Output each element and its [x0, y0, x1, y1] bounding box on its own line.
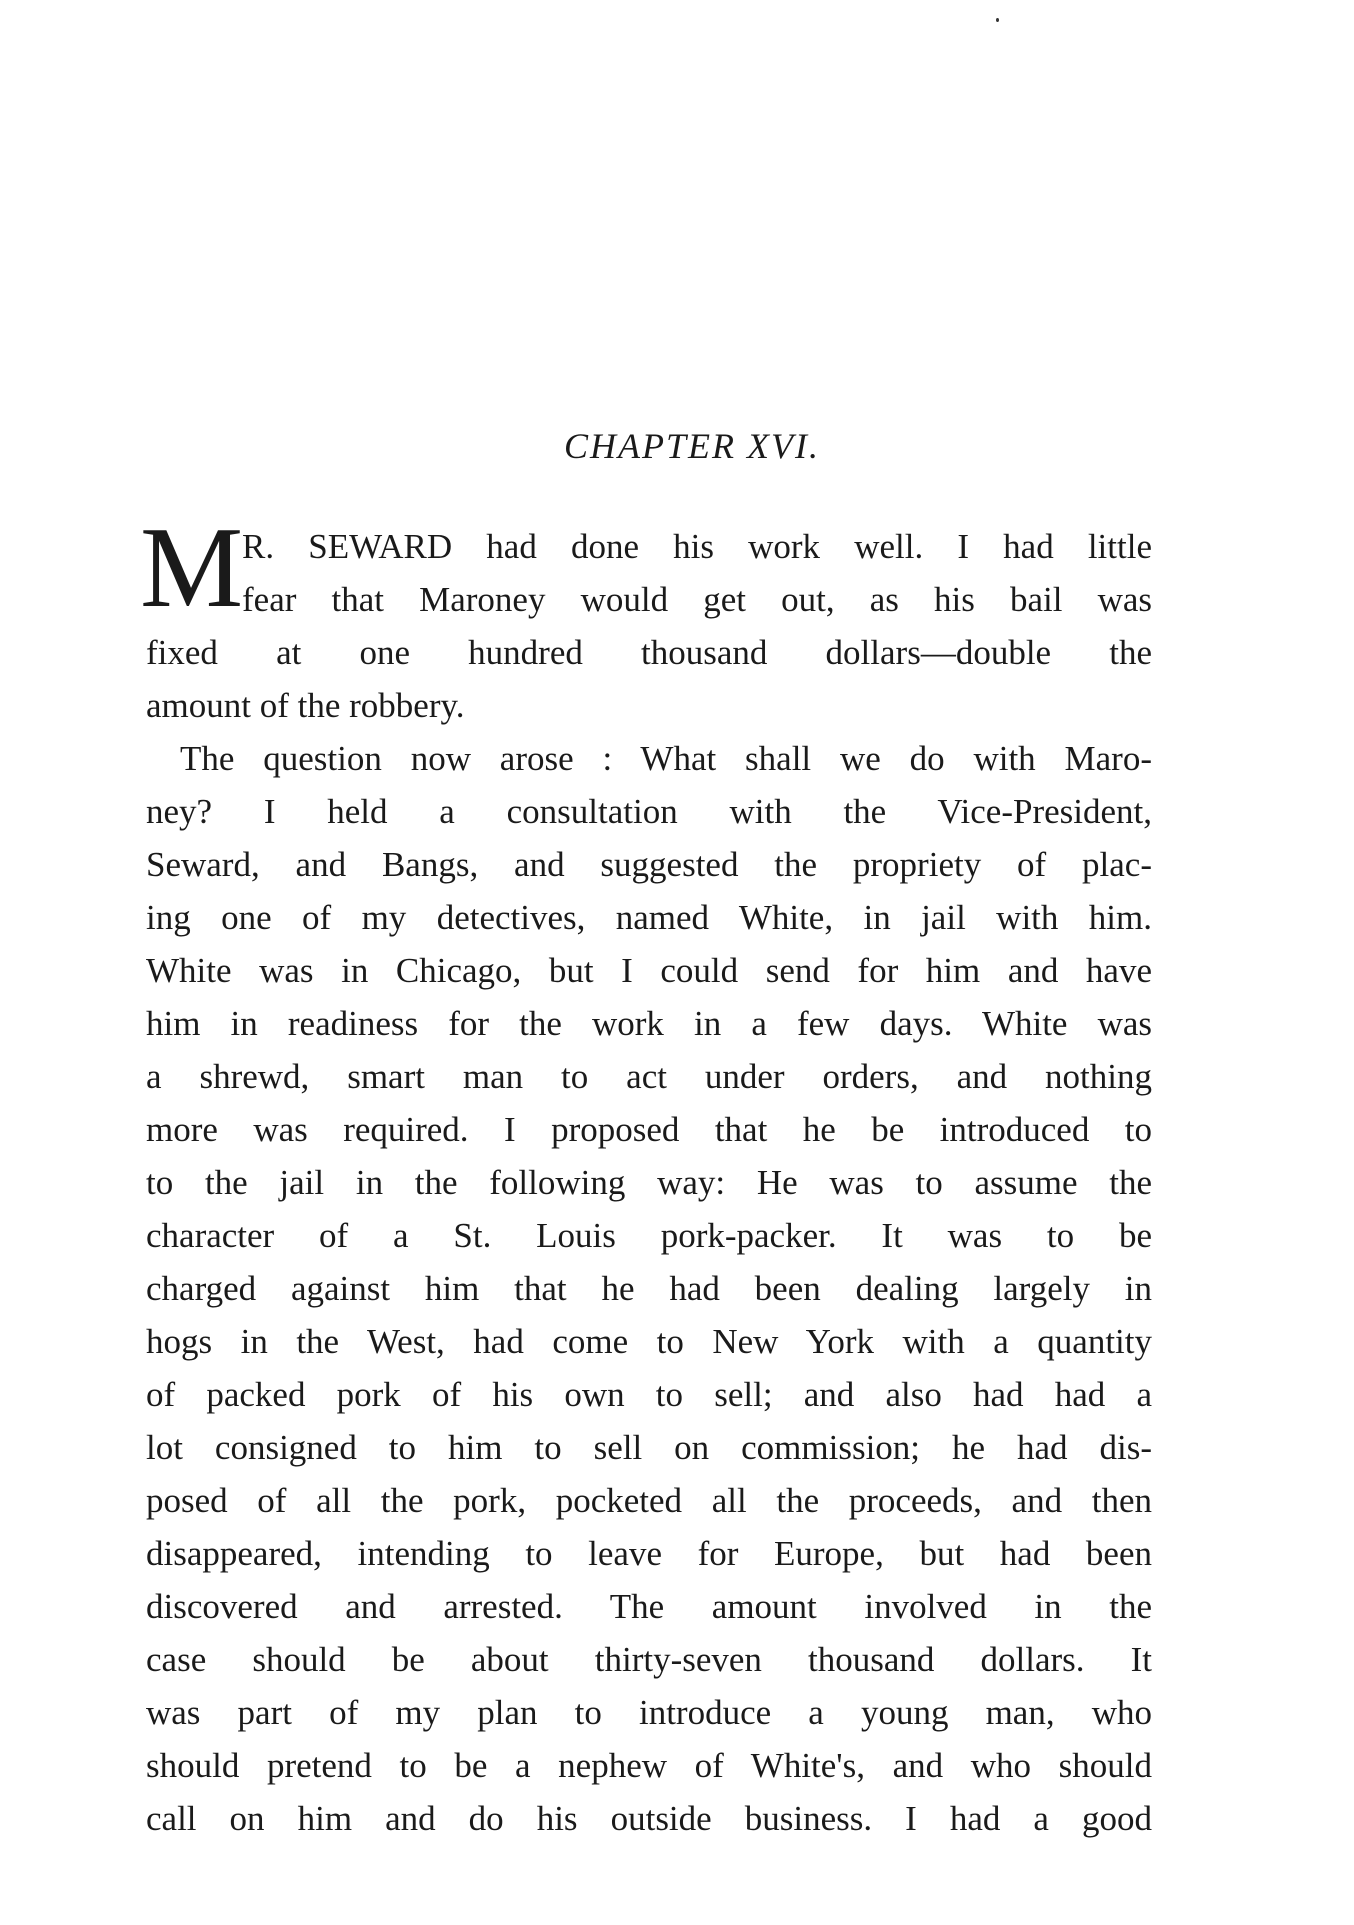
text-line: charged against him that he had been dealing largely in — [146, 1269, 1152, 1308]
text-line: Seward, and Bangs, and suggested the propriety of plac- — [146, 845, 1152, 884]
text-line: hogs in the West, had come to New York with a quantity — [146, 1322, 1152, 1361]
text-line: posed of all the pork, pocketed all the proceeds, and then — [146, 1481, 1152, 1520]
text-line: should pretend to be a nephew of White's, and who should — [146, 1746, 1152, 1785]
text-line: was part of my plan to introduce a young man, who — [146, 1693, 1152, 1732]
text-line: more was required. I proposed that he be introduced to — [146, 1110, 1152, 1149]
text-line: The question now arose : What shall we do with Maro- — [180, 739, 1152, 778]
opening-paragraph — [140, 504, 1152, 732]
text-line: fixed at one hundred thousand dollars—double the — [146, 633, 1152, 672]
ink-speck — [996, 18, 999, 22]
text-line: of packed pork of his own to sell; and also had had a — [146, 1375, 1152, 1414]
text-line: case should be about thirty-seven thousand dollars. It — [146, 1640, 1152, 1679]
text-line: White was in Chicago, but I could send for him and have — [146, 951, 1152, 990]
text-line: fear that Maroney would get out, as his bail was — [242, 580, 1152, 619]
text-line: R. SEWARD had done his work well. I had little — [242, 527, 1152, 566]
text-line: ing one of my detectives, named White, in jail with him. — [146, 898, 1152, 937]
text-line: him in readiness for the work in a few days. White was — [146, 1004, 1152, 1043]
drop-cap: M — [140, 504, 244, 632]
text-line: character of a St. Louis pork-packer. It was to be — [146, 1216, 1152, 1255]
text-line: amount of the robbery. — [146, 686, 465, 725]
text-line: to the jail in the following way: He was to assume the — [146, 1163, 1152, 1202]
text-line: a shrewd, smart man to act under orders, and nothing — [146, 1057, 1152, 1096]
text-line: call on him and do his outside business. I had a good — [146, 1799, 1152, 1838]
text-line: disappeared, intending to leave for Europe, but had been — [146, 1534, 1152, 1573]
second-paragraph — [146, 732, 1152, 1845]
chapter-title: CHAPTER XVI. — [564, 426, 820, 466]
chapter-body — [140, 504, 1152, 1845]
text-line: discovered and arrested. The amount involved in the — [146, 1587, 1152, 1626]
text-line: ney? I held a consultation with the Vice-President, — [146, 792, 1152, 831]
text-line: lot consigned to him to sell on commission; he had dis- — [146, 1428, 1152, 1467]
